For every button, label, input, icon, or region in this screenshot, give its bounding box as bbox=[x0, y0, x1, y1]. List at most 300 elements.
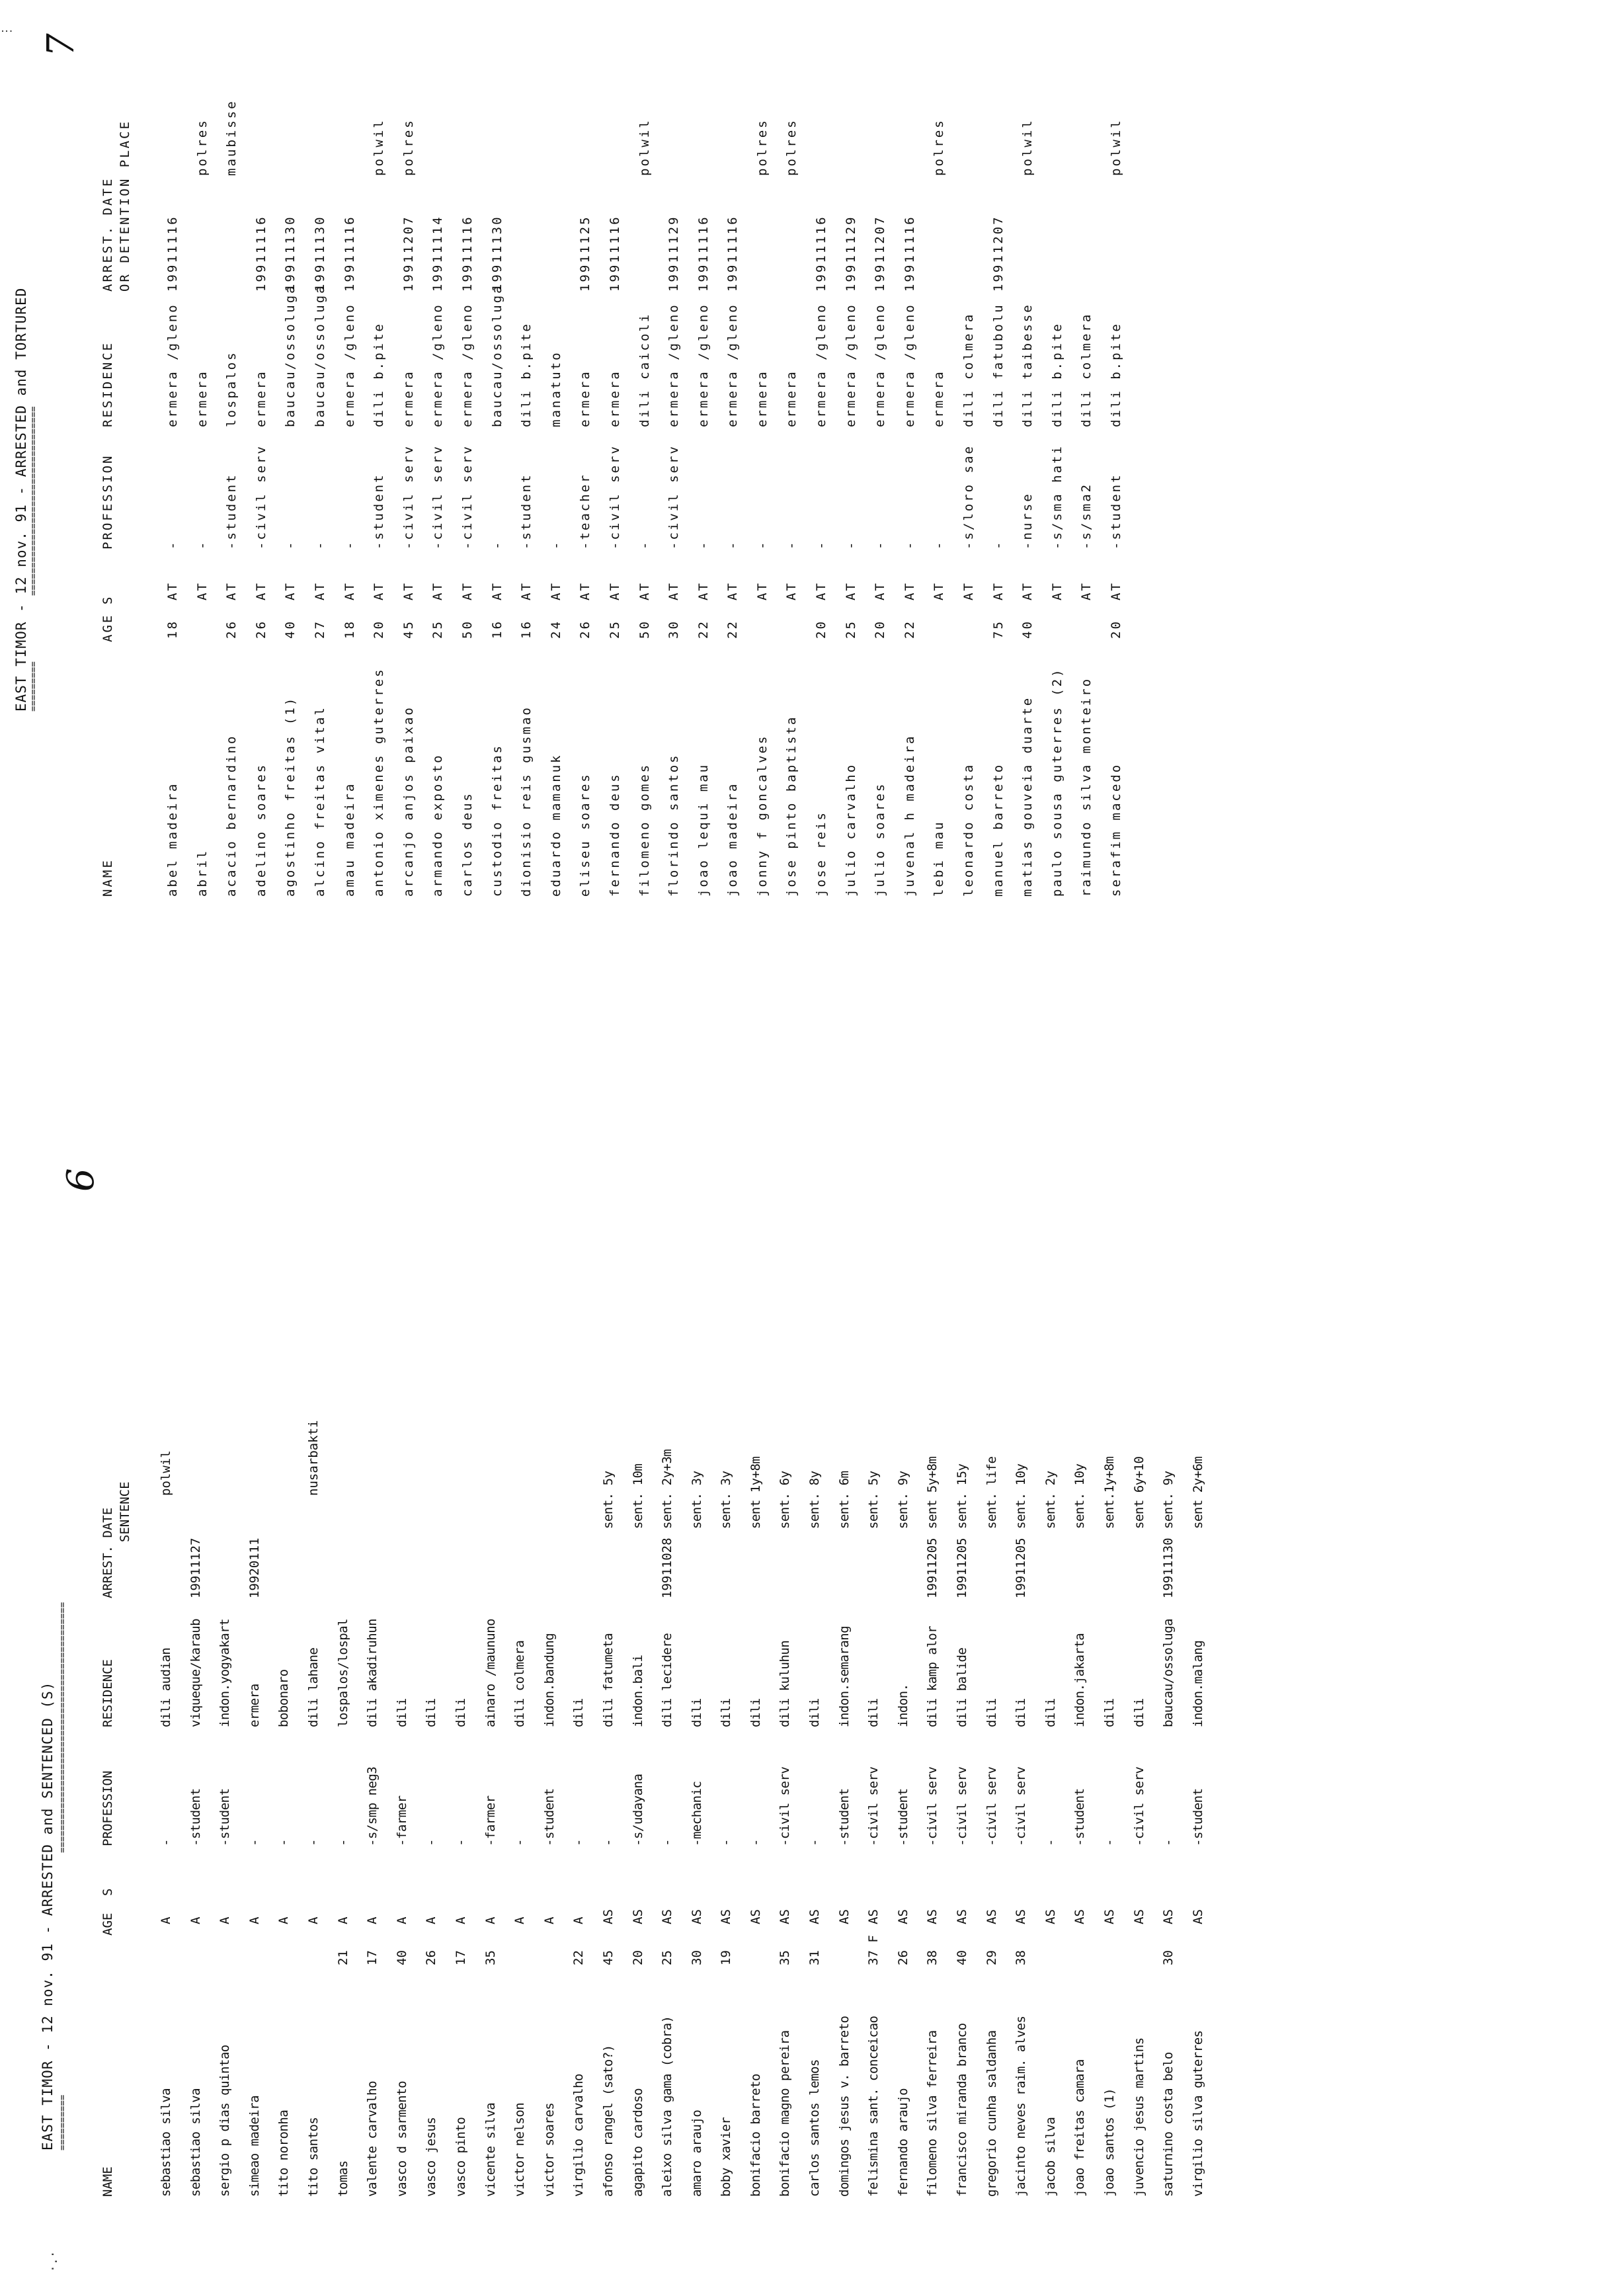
cell-detention-place: polres bbox=[754, 118, 770, 176]
cell-status: AS bbox=[1043, 1909, 1058, 1924]
table-row bbox=[873, 37, 903, 897]
cell-status: AS bbox=[719, 1909, 734, 1924]
cell-name: jonny f goncalves bbox=[754, 734, 770, 897]
cell-profession: - bbox=[754, 540, 770, 550]
cell-residence: dili bbox=[394, 1698, 409, 1727]
cell-name: julio carvalho bbox=[843, 762, 858, 897]
cell-residence: dili lecidere bbox=[660, 1633, 675, 1727]
table-row bbox=[1043, 1205, 1073, 2197]
cell-residence: dili bbox=[1043, 1698, 1058, 1727]
cell-status: A bbox=[394, 1916, 409, 1924]
cell-age: 20 bbox=[814, 620, 829, 639]
cell-residence: bobonaro bbox=[276, 1669, 292, 1727]
cell-status: AT bbox=[990, 581, 1006, 600]
cell-age: 16 bbox=[519, 620, 534, 639]
cell-residence: indon.bandung bbox=[542, 1633, 557, 1727]
cell-profession: - bbox=[247, 1839, 262, 1846]
cell-profession: -civil serv bbox=[253, 444, 268, 550]
cell-profession: - bbox=[873, 540, 888, 550]
cell-name: abril bbox=[194, 848, 210, 897]
cell-residence: ermera /gleno bbox=[342, 303, 357, 427]
cell-profession: - bbox=[335, 1839, 350, 1846]
cell-residence: ermera bbox=[754, 370, 770, 427]
page-title: EAST TIMOR - 12 nov. 91 - ARRESTED and TORTURED bbox=[13, 287, 29, 712]
cell-profession: -farmer bbox=[394, 1795, 409, 1846]
cell-arrest-date: 19911028 bbox=[660, 1538, 675, 1598]
cell-status: AS bbox=[1161, 1909, 1176, 1924]
cell-sentence: sent 1y+8m bbox=[748, 1456, 763, 1529]
cell-residence: dili kamp alor bbox=[925, 1625, 940, 1727]
table-row bbox=[401, 37, 431, 897]
cell-status: AT bbox=[283, 581, 298, 600]
table-row bbox=[955, 1205, 985, 2197]
cell-arrest-date: 19911205 bbox=[925, 1538, 940, 1598]
cell-profession: -civil serv bbox=[607, 444, 622, 550]
cell-arrest-date: 19911116 bbox=[607, 215, 622, 292]
cell-status: AT bbox=[784, 581, 799, 600]
cell-age: 29 bbox=[984, 1950, 999, 1965]
cell-residence: ermera bbox=[401, 370, 416, 427]
cell-profession: - bbox=[784, 540, 799, 550]
cell-detention-place: polres bbox=[401, 118, 416, 176]
table-row bbox=[637, 37, 667, 897]
cell-status: A bbox=[453, 1916, 468, 1924]
cell-name: custodio freitas bbox=[489, 743, 504, 897]
cell-name: amaro araujo bbox=[689, 2110, 704, 2197]
cell-profession: - bbox=[276, 1839, 292, 1846]
cell-residence: dili bbox=[807, 1698, 823, 1727]
cell-status: AT bbox=[902, 581, 917, 600]
cell-sentence: sent. 5y bbox=[600, 1471, 616, 1529]
cell-name: valente carvalho bbox=[365, 2080, 380, 2197]
cell-profession: -student bbox=[188, 1788, 203, 1846]
table-row bbox=[1191, 1205, 1221, 2197]
cell-profession: -s/sma hati bbox=[1049, 444, 1065, 550]
cell-profession: - bbox=[990, 540, 1006, 550]
cell-status: AT bbox=[165, 581, 180, 600]
cell-name: julio soares bbox=[873, 782, 888, 897]
table-row bbox=[542, 1205, 572, 2197]
cell-residence: dili bbox=[571, 1698, 586, 1727]
table-row bbox=[188, 1205, 218, 2197]
table-row bbox=[578, 37, 608, 897]
table-row bbox=[395, 1205, 424, 2197]
cell-name: afonso rangel (sato?) bbox=[600, 2045, 616, 2197]
cell-residence: indon.bali bbox=[630, 1655, 645, 1727]
cell-name: boby xavier bbox=[719, 2117, 734, 2197]
cell-residence: ermera /gleno bbox=[725, 303, 741, 427]
table-row bbox=[1014, 1205, 1043, 2197]
cell-sentence: sent. 10y bbox=[1072, 1463, 1088, 1529]
cell-status: AS bbox=[1014, 1909, 1029, 1924]
cell-age: 38 bbox=[1014, 1950, 1029, 1965]
cell-detention-place: polwil bbox=[1020, 118, 1035, 176]
cell-residence: indon.malang bbox=[1190, 1640, 1205, 1727]
header-detention-place: OR DETENTION PLACE bbox=[118, 120, 132, 292]
cell-residence: viqueque/karaub bbox=[188, 1618, 203, 1727]
cell-age: 17 bbox=[453, 1950, 468, 1965]
cell-residence: indon. bbox=[895, 1684, 910, 1727]
table-row bbox=[571, 1205, 601, 2197]
cell-name: amau madeira bbox=[342, 782, 357, 897]
cell-residence: dili b.pite bbox=[1049, 322, 1065, 427]
cell-name: eduardo mamanuk bbox=[548, 753, 563, 897]
cell-status: A bbox=[424, 1916, 439, 1924]
cell-status: AT bbox=[637, 581, 652, 600]
table-row bbox=[372, 37, 401, 897]
cell-profession: - bbox=[807, 1839, 823, 1846]
table-row bbox=[1161, 1205, 1191, 2197]
cell-name: domingos jesus v. barreto bbox=[836, 2016, 852, 2197]
cell-arrest-date: 19911207 bbox=[401, 215, 416, 292]
cell-residence: dili caicoli bbox=[637, 312, 652, 427]
cell-name: carlos deus bbox=[460, 792, 475, 897]
cell-status: AT bbox=[725, 581, 741, 600]
cell-residence: dili b.pite bbox=[372, 322, 387, 427]
cell-residence: baucau/ossoluga bbox=[489, 284, 504, 427]
cell-profession: - bbox=[696, 540, 711, 550]
page-sentenced bbox=[0, 1148, 1608, 2296]
cell-name: paulo sousa guterres (2) bbox=[1049, 667, 1065, 897]
cell-age: 75 bbox=[990, 620, 1006, 639]
cell-status: A bbox=[159, 1916, 173, 1924]
cell-age: 26 bbox=[895, 1950, 910, 1965]
cell-residence: ermera bbox=[784, 370, 799, 427]
table-row bbox=[690, 1205, 719, 2197]
cell-name: tito noronha bbox=[276, 2110, 292, 2197]
cell-sentence: sent. 10y bbox=[1014, 1463, 1029, 1529]
cell-sentence: sent. 9y bbox=[895, 1471, 910, 1529]
cell-arrest-date: 19920111 bbox=[247, 1538, 262, 1598]
cell-name: serafim macedo bbox=[1109, 762, 1123, 897]
cell-age: 31 bbox=[807, 1950, 823, 1965]
sentenced-table bbox=[159, 1205, 1220, 2197]
cell-name: jacinto neves raim. alves bbox=[1014, 2016, 1029, 2197]
cell-status: AT bbox=[873, 581, 888, 600]
cell-name: alcino freitas vital bbox=[312, 706, 327, 897]
cell-sentence: sent. 15y bbox=[955, 1463, 970, 1529]
table-row bbox=[985, 1205, 1014, 2197]
cell-age: 26 bbox=[578, 620, 593, 639]
cell-age: 35 bbox=[778, 1950, 793, 1965]
cell-profession: - bbox=[489, 540, 504, 550]
header-age: AGE bbox=[100, 1912, 115, 1936]
table-row bbox=[336, 1205, 366, 2197]
table-row bbox=[660, 1205, 690, 2197]
cell-name: francisco miranda branco bbox=[955, 2023, 970, 2197]
cell-name: abel madeira bbox=[165, 782, 180, 897]
tortured-table bbox=[165, 37, 1139, 897]
cell-status: AT bbox=[1109, 581, 1123, 600]
page-number: 7 bbox=[40, 33, 83, 57]
cell-arrest-date: 19911116 bbox=[696, 215, 711, 292]
cell-residence: dili fatumeta bbox=[600, 1633, 616, 1727]
cell-name: juvencio jesus martins bbox=[1131, 2037, 1146, 2197]
cell-status: AS bbox=[866, 1909, 881, 1924]
cell-residence: ermera /gleno bbox=[430, 303, 446, 427]
cell-sentence: sent. 3y bbox=[689, 1471, 704, 1529]
cell-status: AT bbox=[961, 581, 977, 600]
table-row bbox=[719, 1205, 748, 2197]
cell-profession: -student bbox=[372, 473, 387, 550]
cell-age: 20 bbox=[630, 1950, 645, 1965]
cell-residence: ermera /gleno bbox=[460, 303, 475, 427]
cell-status: AS bbox=[630, 1909, 645, 1924]
cell-name: joao freitas camara bbox=[1072, 2059, 1088, 2197]
cell-sentence: sent. 2y+3m bbox=[660, 1449, 675, 1529]
cell-detention-place: polres bbox=[932, 118, 947, 176]
cell-name: tomas bbox=[335, 2160, 350, 2197]
cell-name: juvenal h madeira bbox=[902, 734, 917, 897]
cell-status: AT bbox=[430, 581, 446, 600]
cell-residence: dili colmera bbox=[961, 312, 977, 427]
cell-name: carlos santos lemos bbox=[807, 2059, 823, 2197]
table-row bbox=[903, 37, 932, 897]
cell-name: acacio bernardino bbox=[224, 734, 239, 897]
cell-profession: - bbox=[512, 1839, 528, 1846]
cell-age: 26 bbox=[253, 620, 268, 639]
cell-residence: dili b.pite bbox=[1109, 322, 1123, 427]
table-row bbox=[778, 1205, 807, 2197]
cell-age: 26 bbox=[424, 1950, 439, 1965]
cell-age: 22 bbox=[902, 620, 917, 639]
cell-age: 50 bbox=[460, 620, 475, 639]
cell-status: AT bbox=[666, 581, 682, 600]
cell-arrest-date: 19911205 bbox=[955, 1538, 970, 1598]
cell-status: A bbox=[512, 1916, 528, 1924]
cell-name: jose reis bbox=[814, 811, 829, 897]
cell-profession: -farmer bbox=[483, 1795, 498, 1846]
cell-detention-place: maubisse bbox=[224, 99, 239, 176]
table-row bbox=[276, 1205, 306, 2197]
cell-name: dionisio reis gusmao bbox=[519, 706, 534, 897]
cell-profession: -student bbox=[836, 1788, 852, 1846]
cell-age: 24 bbox=[548, 620, 563, 639]
cell-profession: - bbox=[719, 1839, 734, 1846]
cell-residence: dili audian bbox=[159, 1647, 173, 1727]
cell-arrest-date: 19911116 bbox=[460, 215, 475, 292]
cell-profession: - bbox=[312, 540, 327, 550]
cell-residence: dili colmera bbox=[1079, 312, 1094, 427]
cell-profession: - bbox=[902, 540, 917, 550]
table-row bbox=[483, 1205, 513, 2197]
cell-profession: - bbox=[600, 1839, 616, 1846]
cell-residence: lospalos bbox=[224, 350, 239, 427]
table-row bbox=[784, 37, 814, 897]
cell-name: joao santos (1) bbox=[1102, 2088, 1117, 2197]
table-row bbox=[218, 1205, 247, 2197]
cell-status: AT bbox=[253, 581, 268, 600]
cell-status: AS bbox=[925, 1909, 940, 1924]
table-row bbox=[512, 1205, 542, 2197]
cell-name: joao lequi mau bbox=[696, 762, 711, 897]
cell-arrest-date: 19911130 bbox=[489, 215, 504, 292]
cell-name: jose pinto baptista bbox=[784, 715, 799, 897]
title-underline-a: ========= bbox=[28, 661, 39, 712]
cell-sentence: sent. life bbox=[984, 1456, 999, 1529]
cell-profession: -civil serv bbox=[1014, 1766, 1029, 1846]
cell-status: AT bbox=[578, 581, 593, 600]
cell-residence: dili bbox=[719, 1698, 734, 1727]
cell-status: AT bbox=[607, 581, 622, 600]
cell-status: AT bbox=[1079, 581, 1094, 600]
cell-sentence: sent. 2y bbox=[1043, 1471, 1058, 1529]
header-profession: PROFESSION bbox=[100, 1770, 115, 1846]
table-row bbox=[696, 37, 726, 897]
cell-name: felismina sant. conceicao bbox=[866, 2016, 881, 2197]
cell-status: AT bbox=[843, 581, 858, 600]
cell-name: adelino soares bbox=[253, 762, 268, 897]
cell-name: aleixo silva gama (cobra) bbox=[660, 2016, 675, 2197]
cell-residence: dili lahane bbox=[305, 1647, 321, 1727]
cell-detention-place: polwil bbox=[1109, 118, 1123, 176]
table-row bbox=[224, 37, 254, 897]
cell-arrest-date: 19911116 bbox=[725, 215, 741, 292]
cell-age: 35 bbox=[483, 1950, 498, 1965]
cell-status: AT bbox=[489, 581, 504, 600]
cell-status: AT bbox=[1020, 581, 1035, 600]
cell-residence: manatuto bbox=[548, 350, 563, 427]
cell-sentence: sent. 6m bbox=[836, 1471, 852, 1529]
cell-profession: -student bbox=[895, 1788, 910, 1846]
table-row bbox=[896, 1205, 926, 2197]
cell-profession: -civil serv bbox=[666, 444, 682, 550]
cell-arrest-date: 19911129 bbox=[843, 215, 858, 292]
cell-detention-place: polwil bbox=[159, 1450, 173, 1496]
cell-profession: -student bbox=[218, 1788, 233, 1846]
cell-profession: - bbox=[660, 1839, 675, 1846]
table-row bbox=[195, 37, 225, 897]
cell-status: AS bbox=[600, 1909, 616, 1924]
cell-profession: -student bbox=[519, 473, 534, 550]
cell-sentence: sent 2y+6m bbox=[1190, 1456, 1205, 1529]
cell-status: AS bbox=[778, 1909, 793, 1924]
cell-residence: ermera /gleno bbox=[696, 303, 711, 427]
cell-detention-place: nusarbakti bbox=[305, 1420, 321, 1496]
header-status: S bbox=[100, 1888, 115, 1896]
table-row bbox=[814, 37, 844, 897]
header-residence: RESIDENCE bbox=[100, 1659, 115, 1727]
cell-status: A bbox=[218, 1916, 233, 1924]
cell-name: victor soares bbox=[542, 2102, 557, 2197]
cell-residence: ermera bbox=[607, 370, 622, 427]
cell-name: vicente silva bbox=[483, 2102, 498, 2197]
cell-age: 20 bbox=[873, 620, 888, 639]
cell-residence: baucau/ossoluga bbox=[1161, 1618, 1176, 1727]
table-row bbox=[961, 37, 991, 897]
cell-name: vasco jesus bbox=[424, 2117, 439, 2197]
header-arrest-date: ARREST. DATE bbox=[100, 177, 115, 292]
table-row bbox=[866, 1205, 896, 2197]
cell-age: 27 bbox=[312, 620, 327, 639]
cell-profession: - bbox=[814, 540, 829, 550]
cell-profession: -student bbox=[224, 473, 239, 550]
cell-residence: indon.yogyakart bbox=[218, 1618, 233, 1727]
cell-age: 45 bbox=[401, 620, 416, 639]
cell-arrest-date: 19911116 bbox=[814, 215, 829, 292]
cell-status: AT bbox=[1049, 581, 1065, 600]
cell-residence: ermera /gleno bbox=[843, 303, 858, 427]
cell-age: 22 bbox=[571, 1950, 586, 1965]
cell-sentence: sent 5y+8m bbox=[925, 1456, 940, 1529]
table-row bbox=[313, 37, 342, 897]
cell-status: A bbox=[571, 1916, 586, 1924]
cell-profession: -s/smp neg3 bbox=[365, 1766, 380, 1846]
table-row bbox=[1050, 37, 1080, 897]
scan-specks: ·.· bbox=[46, 2250, 60, 2272]
table-row bbox=[807, 1205, 837, 2197]
cell-detention-place: polres bbox=[784, 118, 799, 176]
cell-residence: dili bbox=[984, 1698, 999, 1727]
cell-profession: -civil serv bbox=[925, 1766, 940, 1846]
cell-residence: dili taibesse bbox=[1020, 303, 1035, 427]
cell-residence: ermera bbox=[247, 1684, 262, 1727]
cell-name: simeao madeira bbox=[247, 2095, 262, 2197]
table-row bbox=[159, 1205, 188, 2197]
header-name: NAME bbox=[100, 858, 115, 897]
table-row bbox=[424, 1205, 454, 2197]
table-row bbox=[844, 37, 873, 897]
cell-profession: -student bbox=[1109, 473, 1123, 550]
cell-arrest-date: 19911129 bbox=[666, 215, 682, 292]
cell-residence: ermera /gleno bbox=[814, 303, 829, 427]
cell-status: A bbox=[247, 1916, 262, 1924]
cell-name: bonifacio barreto bbox=[748, 2074, 763, 2197]
cell-status: AT bbox=[401, 581, 416, 600]
cell-age: 25 bbox=[843, 620, 858, 639]
cell-detention-place: polwil bbox=[637, 118, 652, 176]
cell-name: antonio ximenes guterres bbox=[372, 667, 387, 897]
cell-age: 22 bbox=[696, 620, 711, 639]
table-row bbox=[925, 1205, 955, 2197]
cell-age: 45 bbox=[600, 1950, 616, 1965]
cell-age: 25 bbox=[430, 620, 446, 639]
cell-status: AT bbox=[372, 581, 387, 600]
cell-sentence: sent.1y+8m bbox=[1102, 1456, 1117, 1529]
table-row bbox=[608, 37, 637, 897]
cell-sentence: sent. 9y bbox=[1161, 1471, 1176, 1529]
table-row bbox=[1072, 1205, 1102, 2197]
cell-status: AS bbox=[1102, 1909, 1117, 1924]
cell-name: fernando araujo bbox=[895, 2088, 910, 2197]
cell-residence: indon.jakarta bbox=[1072, 1633, 1088, 1727]
cell-status: A bbox=[365, 1916, 380, 1924]
cell-name: florindo santos bbox=[666, 753, 682, 897]
cell-name: joao madeira bbox=[725, 782, 741, 897]
cell-status: AT bbox=[696, 581, 711, 600]
cell-age: 38 bbox=[925, 1950, 940, 1965]
cell-arrest-date: 19911116 bbox=[342, 215, 357, 292]
cell-name: raimundo silva monteiro bbox=[1079, 676, 1094, 897]
cell-name: victor nelson bbox=[512, 2102, 528, 2197]
cell-arrest-date: 19911114 bbox=[430, 215, 446, 292]
header-profession: PROFESSION bbox=[100, 454, 115, 550]
cell-arrest-date: 19911116 bbox=[165, 215, 180, 292]
cell-status: A bbox=[276, 1916, 292, 1924]
cell-profession: -student bbox=[542, 1788, 557, 1846]
cell-age: 40 bbox=[1020, 620, 1035, 639]
cell-profession: -s/udayana bbox=[630, 1774, 645, 1846]
cell-residence: ermera /gleno bbox=[902, 303, 917, 427]
cell-profession: - bbox=[165, 540, 180, 550]
cell-residence: dili bbox=[1014, 1698, 1029, 1727]
cell-status: AT bbox=[224, 581, 239, 600]
cell-name: sergio p dias quintao bbox=[218, 2045, 233, 2197]
title-underline-b: ============================================= bbox=[58, 1602, 68, 1853]
cell-status: AS bbox=[1190, 1909, 1205, 1924]
cell-profession: -civil serv bbox=[1131, 1766, 1146, 1846]
cell-residence: ermera bbox=[253, 370, 268, 427]
